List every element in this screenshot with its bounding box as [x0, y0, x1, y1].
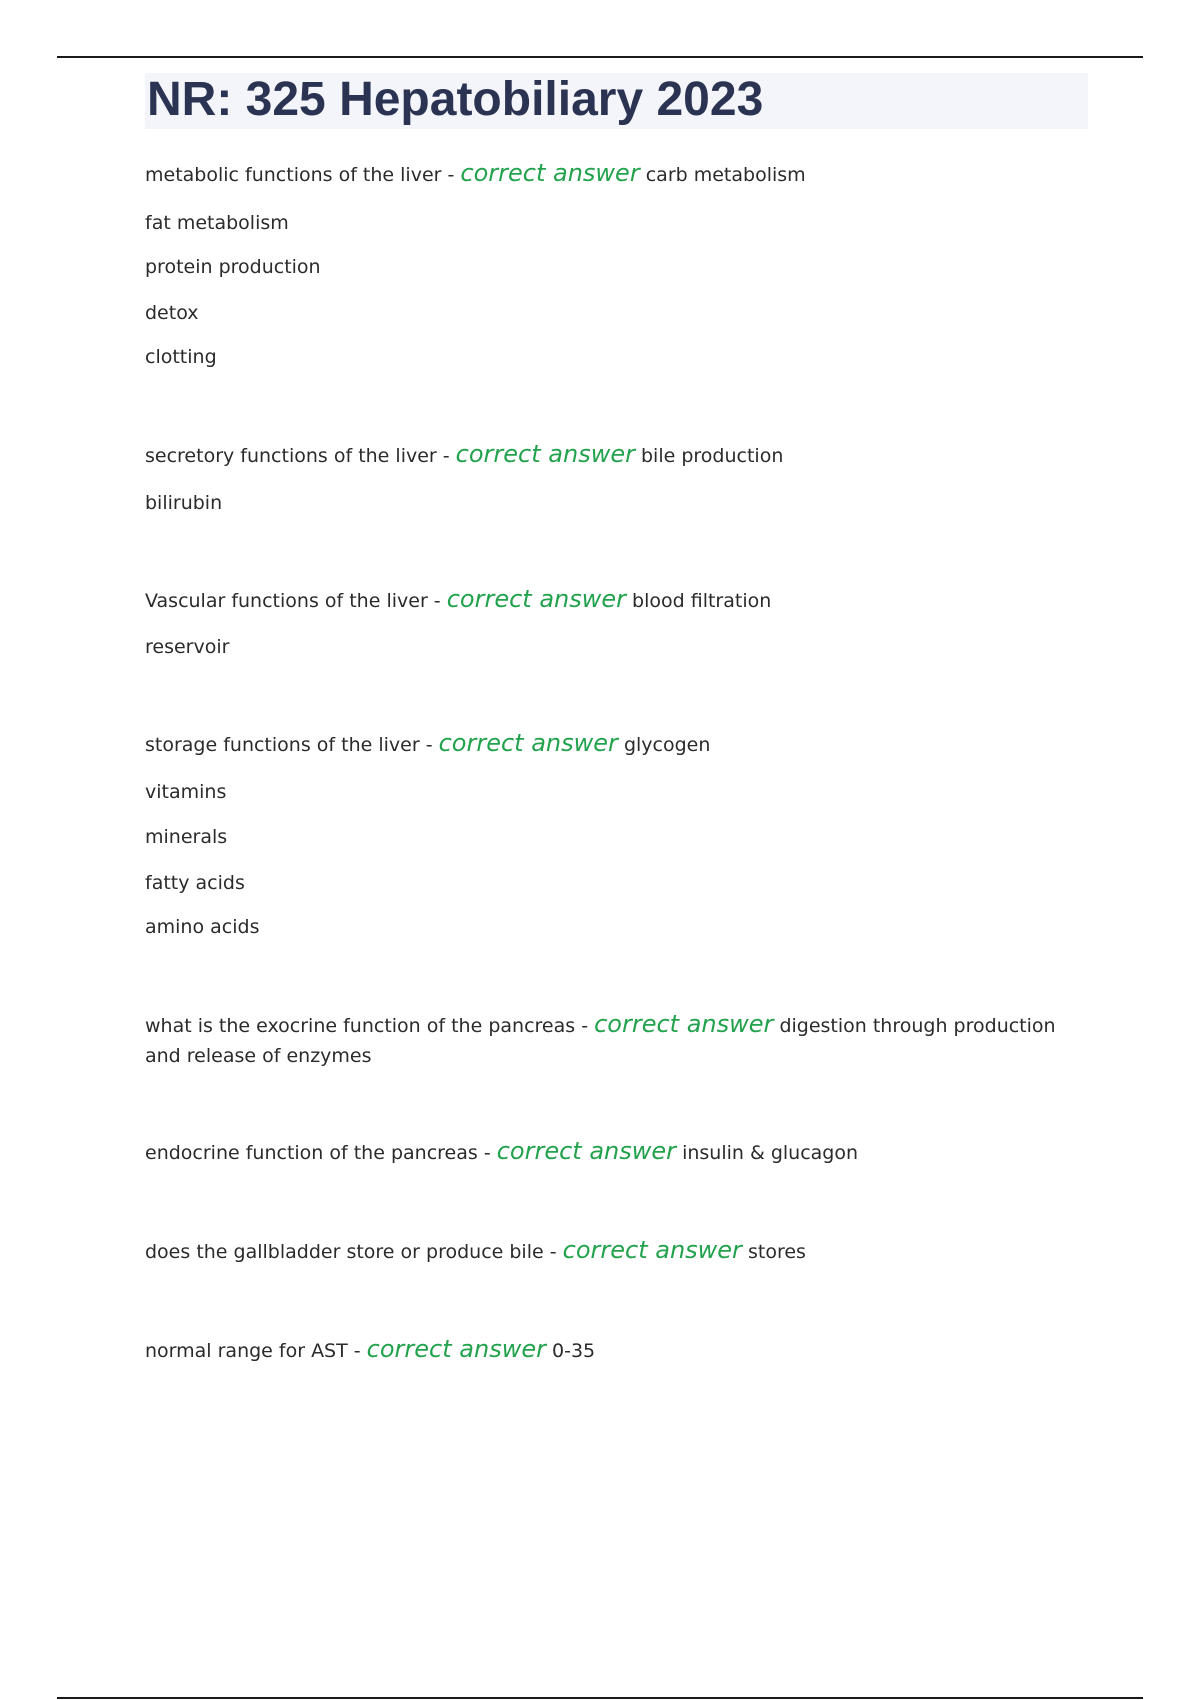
card-5-separator: -	[575, 1015, 595, 1037]
card-7-separator: -	[543, 1241, 563, 1263]
card-5-question-line	[145, 1009, 1080, 1071]
card-2-answer-line-1: bile production	[641, 445, 784, 467]
card-8-question-line	[145, 1334, 595, 1366]
card-7-correct-answer-label: correct answer	[562, 1236, 742, 1264]
card-4-answer-line-3: minerals	[145, 826, 228, 848]
card-5-question: what is the exocrine function of the pancreas	[145, 1015, 576, 1037]
card-3-question-line	[145, 584, 771, 616]
card-6-answer-line-1: insulin & glucagon	[682, 1142, 859, 1164]
card-4-answer-line-4: fatty acids	[145, 872, 245, 894]
card-1-answer-line-1: carb metabolism	[645, 164, 806, 186]
card-3-correct-answer-label: correct answer	[446, 585, 626, 613]
card-3-answer-line-1: blood filtration	[632, 590, 772, 612]
card-3-separator: -	[427, 590, 447, 612]
card-4-answer-line-5: amino acids	[145, 916, 260, 938]
card-1-separator: -	[441, 164, 461, 186]
card-2-correct-answer-label: correct answer	[455, 440, 635, 468]
card-8-separator: -	[347, 1340, 367, 1362]
card-6-question-line	[145, 1136, 858, 1168]
card-6-question: endocrine function of the pancreas	[145, 1142, 478, 1164]
card-4-correct-answer-label: correct answer	[438, 729, 618, 757]
card-2-answer-line-2: bilirubin	[145, 492, 223, 514]
card-8-correct-answer-label: correct answer	[366, 1335, 546, 1363]
card-7-question-line	[145, 1235, 806, 1267]
card-2-separator: -	[436, 445, 456, 467]
card-1-question: metabolic functions of the liver	[145, 164, 442, 186]
card-3-question: Vascular functions of the liver	[145, 590, 428, 612]
card-6-correct-answer-label: correct answer	[496, 1137, 677, 1165]
card-1-correct-answer-label: correct answer	[460, 159, 640, 187]
card-4-answer-line-2: vitamins	[145, 781, 227, 803]
card-7-question: does the gallbladder store or produce bile	[145, 1241, 544, 1263]
card-5-correct-answer-label: correct answer	[594, 1010, 774, 1038]
card-1-answer-line-4: detox	[145, 302, 199, 324]
card-1-answer-line-3: protein production	[145, 256, 321, 278]
card-4-question-line	[145, 728, 710, 760]
card-1-answer-line-2: fat metabolism	[145, 212, 289, 234]
card-2-question-line	[145, 439, 783, 471]
card-2-question: secretory functions of the liver	[145, 445, 437, 467]
card-7-answer-line-1: stores	[747, 1241, 806, 1263]
card-8-question: normal range for AST	[145, 1340, 348, 1362]
card-4-question: storage functions of the liver	[145, 734, 420, 756]
bottom-rule	[57, 1697, 1143, 1699]
card-4-answer-line-1: glycogen	[623, 734, 711, 756]
card-6-separator: -	[477, 1142, 497, 1164]
card-1-answer-line-5: clotting	[145, 346, 217, 368]
card-3-answer-line-2: reservoir	[145, 636, 230, 658]
card-5-answer-line-1: digestion through production and release of enzymes	[145, 1015, 1056, 1067]
page-title: NR: 325 Hepatobiliary 2023	[147, 73, 764, 126]
card-1-question-line	[145, 158, 806, 190]
card-8-answer-line-1: 0-35	[552, 1340, 596, 1362]
card-4-separator: -	[419, 734, 439, 756]
top-rule	[57, 56, 1143, 58]
